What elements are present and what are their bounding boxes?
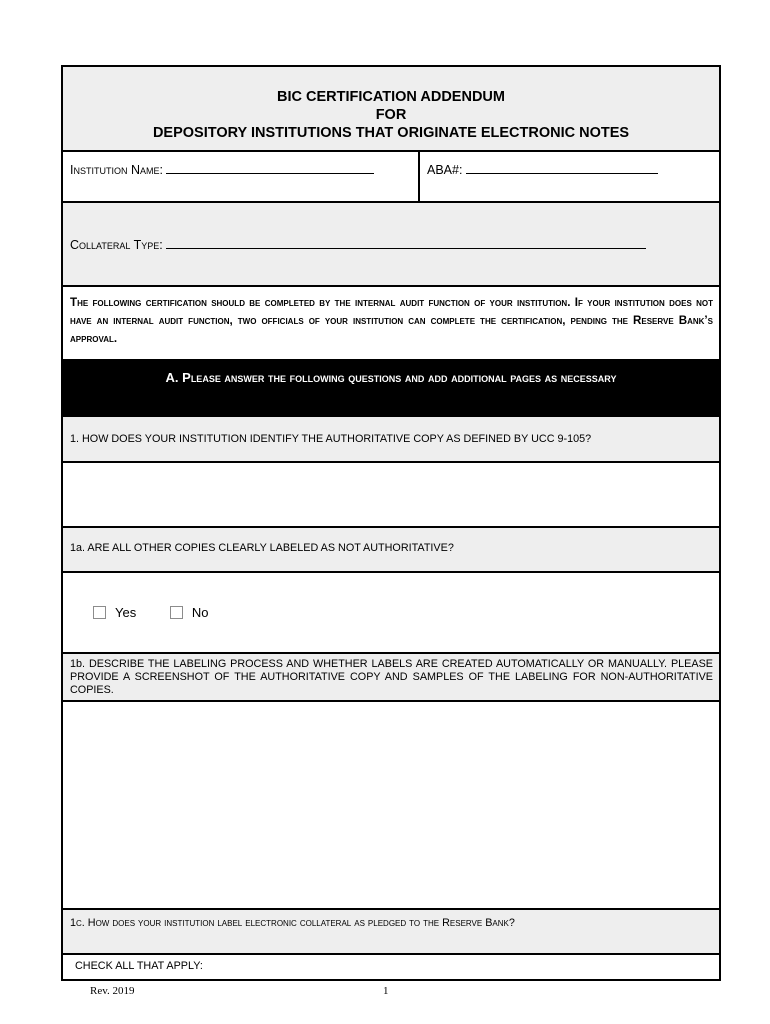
check-all-instruction: CHECK ALL THAT APPLY: [75, 960, 203, 972]
answer-1b-area[interactable] [63, 702, 719, 910]
collateral-type-label: Collateral Type: [70, 238, 163, 252]
question-1c: 1c. How does your institution label electronic collateral as pledged to the Reserve Bank? [63, 910, 719, 955]
yes-no-row [63, 573, 719, 654]
no-checkbox[interactable] [170, 606, 183, 619]
section-a-heading: A. Please answer the following questions and add additional pages as necessary [63, 361, 719, 417]
title-line-2: FOR [375, 107, 407, 123]
question-1b: 1b. DESCRIBE THE LABELING PROCESS AND WHETHER LABELS ARE CREATED AUTOMATICALLY OR MANUALLY. PLEASE PROVIDE A SCREENSHOT OF THE AUTHORITATIVE COPY AND SAMPLES OF THE LABELING FOR NON-AUTHORITATIVE COPIES. [63, 654, 719, 702]
certification-form [61, 65, 721, 981]
collateral-type-row [63, 203, 719, 287]
page-number: 1 [383, 985, 389, 997]
aba-label: ABA#: [427, 163, 463, 177]
yes-option[interactable] [93, 605, 136, 620]
answer-1-area[interactable] [63, 463, 719, 528]
collateral-type-field[interactable] [166, 237, 646, 249]
title-line-3: DEPOSITORY INSTITUTIONS THAT ORIGINATE ELECTRONIC NOTES [152, 125, 630, 141]
aba-cell [420, 152, 719, 201]
question-1: 1. HOW DOES YOUR INSTITUTION IDENTIFY THE AUTHORITATIVE COPY AS DEFINED BY UCC 9-105? [63, 417, 719, 463]
certification-instructions: The following certification should be completed by the internal audit function of your institution. If your institution does not have an internal audit function, two officials of your institution can complete the certification, pending the Reserve Bank’s approval. [63, 287, 719, 361]
form-title [63, 67, 719, 152]
institution-name-field[interactable] [166, 162, 374, 174]
yes-label: Yes [115, 605, 137, 620]
revision-label: Rev. 2019 [90, 985, 135, 997]
question-1a: 1a. ARE ALL OTHER COPIES CLEARLY LABELED AS NOT AUTHORITATIVE? [63, 528, 719, 573]
yes-checkbox[interactable] [93, 606, 106, 619]
aba-field[interactable] [466, 162, 658, 174]
no-option[interactable] [170, 605, 209, 620]
no-label: No [191, 605, 209, 620]
institution-row [63, 152, 719, 203]
title-line-1: BIC CERTIFICATION ADDENDUM [277, 89, 505, 105]
institution-name-cell [63, 152, 420, 201]
institution-name-label: Institution Name: [70, 163, 163, 177]
